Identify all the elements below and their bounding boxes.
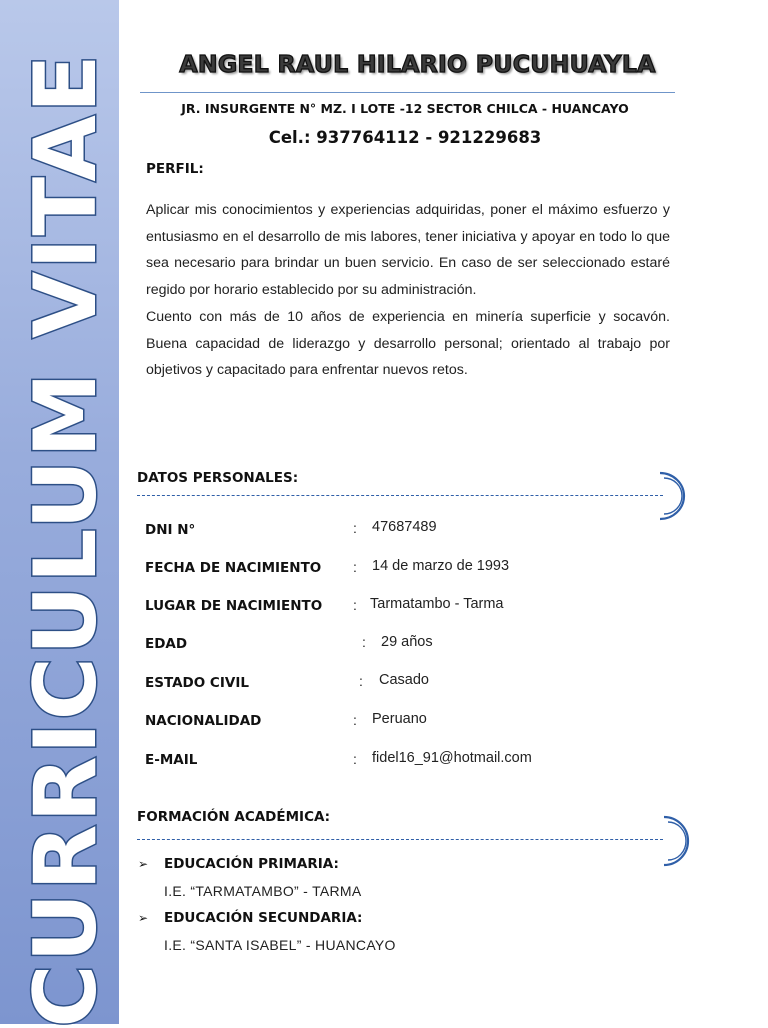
nationality-value: Peruano xyxy=(372,711,427,727)
email-value: fidel16_91@hotmail.com xyxy=(372,750,532,766)
education-secondary-level: EDUCACIÓN SECUNDARIA: xyxy=(164,910,363,926)
marital-status-label: ESTADO CIVIL xyxy=(145,675,249,691)
marital-status-value: Casado xyxy=(379,672,429,688)
bullet-arrow-icon: ➢ xyxy=(138,911,149,925)
nationality-colon: : xyxy=(353,712,357,728)
education-divider xyxy=(137,839,663,840)
profile-title: PERFIL: xyxy=(146,161,204,177)
education-primary-level: EDUCACIÓN PRIMARIA: xyxy=(164,856,339,872)
candidate-name: ANGEL RAUL HILARIO PUCUHUAYLA xyxy=(179,50,656,78)
sidebar-banner xyxy=(0,0,119,1028)
age-colon: : xyxy=(362,634,366,650)
birth-date-label: FECHA DE NACIMIENTO xyxy=(145,560,322,576)
nationality-label: NACIONALIDAD xyxy=(145,713,262,729)
personal-data-title: DATOS PERSONALES: xyxy=(137,470,299,486)
dni-colon: : xyxy=(353,520,357,536)
name-divider xyxy=(140,92,675,93)
education-secondary-school: I.E. “SANTA ISABEL” - HUANCAYO xyxy=(164,937,396,953)
personal-data-divider xyxy=(137,495,663,496)
birth-place-colon: : xyxy=(353,597,357,613)
birth-place-value: Tarmatambo - Tarma xyxy=(370,596,504,612)
section-bracket-icon xyxy=(656,814,702,868)
education-primary-school: I.E. “TARMATAMBO” - TARMA xyxy=(164,883,362,899)
age-label: EDAD xyxy=(145,636,188,652)
birth-place-label: LUGAR DE NACIMIENTO xyxy=(145,598,323,614)
phone: Cel.: 937764112 - 921229683 xyxy=(268,128,542,147)
dni-label: DNI N° xyxy=(145,522,196,538)
email-label: E-MAIL xyxy=(145,752,198,768)
bullet-arrow-icon: ➢ xyxy=(138,857,149,871)
address: JR. INSURGENTE N° MZ. I LOTE -12 SECTOR CHILCA - HUANCAYO xyxy=(181,101,629,116)
profile-paragraph-2: Cuento con más de 10 años de experiencia en minería superficie y socavón. Buena capacidad de liderazgo y desarrollo personal; orientado al trabajo por objetivos y capacitado para enfrentar nuevos retos. xyxy=(146,308,670,379)
profile-text xyxy=(146,197,670,384)
section-bracket-icon xyxy=(652,470,698,522)
marital-status-colon: : xyxy=(359,673,363,689)
birth-date-colon: : xyxy=(353,559,357,575)
dni-value: 47687489 xyxy=(372,519,437,535)
education-title: FORMACIÓN ACADÉMICA: xyxy=(137,809,331,825)
email-colon: : xyxy=(353,751,357,767)
birth-date-value: 14 de marzo de 1993 xyxy=(372,558,510,574)
profile-paragraph-1: Aplicar mis conocimientos y experiencias adquiridas, poner el máximo esfuerzo y entusiasmo en el desarrollo de mis labores, tener iniciativa y apoyar en todo lo que sea necesario para brindar un buen servicio. En caso de ser seleccionado estaré regido por horario establecido por su administración. xyxy=(146,202,670,299)
sidebar-title: CURRICULUM VITAE xyxy=(16,52,116,1028)
age-value: 29 años xyxy=(381,634,433,650)
